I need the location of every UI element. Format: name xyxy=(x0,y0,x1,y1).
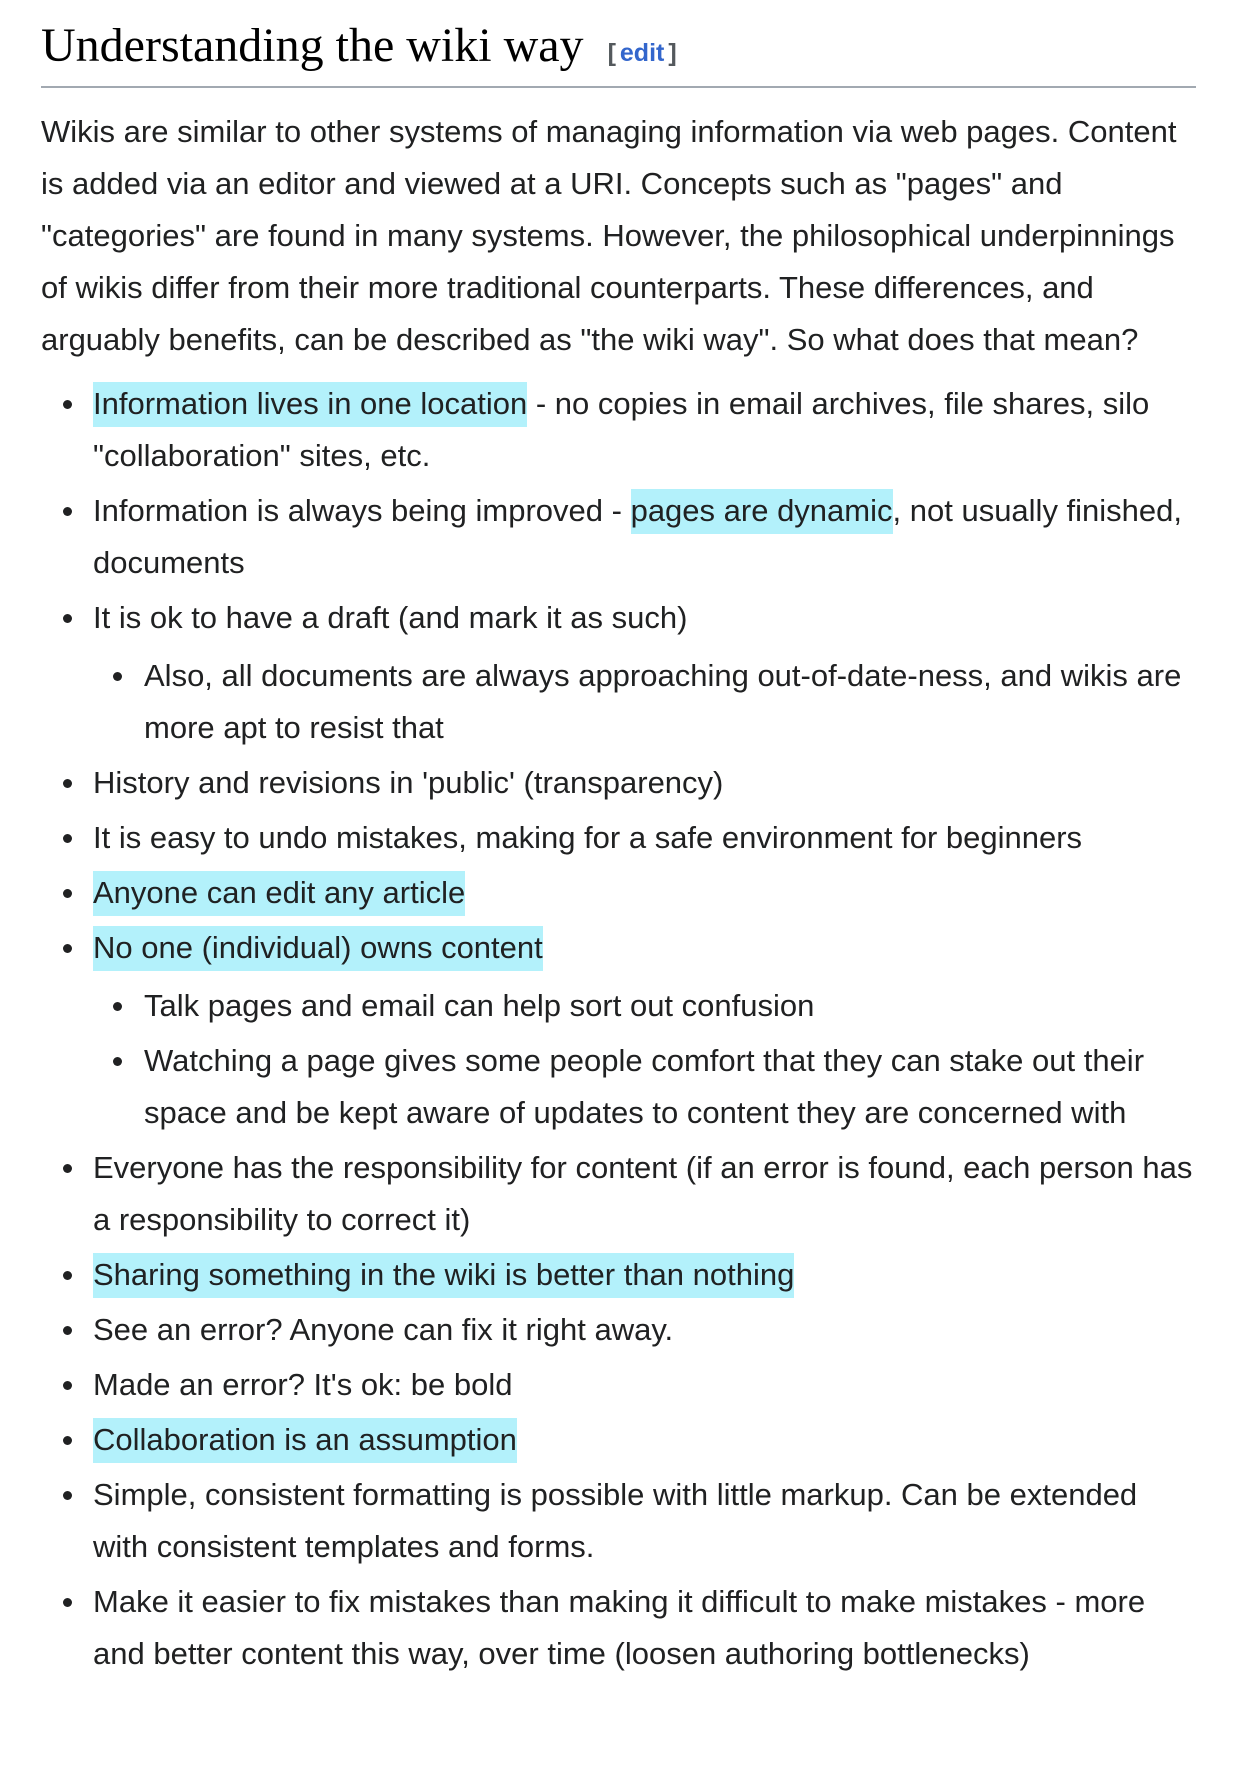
list-item-text: Information is always being improved - xyxy=(93,493,631,528)
list-item xyxy=(41,1469,1196,1573)
sub-list-item xyxy=(93,1035,1196,1139)
edit-section-link[interactable]: edit xyxy=(619,39,665,67)
list-item xyxy=(41,1576,1196,1680)
bullet-icon xyxy=(63,1164,72,1173)
highlighted-text: Anyone can edit any article xyxy=(93,871,465,916)
edit-bracket-open: [ xyxy=(607,39,616,67)
bullet-icon xyxy=(63,1491,72,1500)
list-item-text: It is easy to undo mistakes, making for a safe environment for beginners xyxy=(93,820,1083,855)
wiki-way-list xyxy=(41,378,1196,1680)
list-item-text: Make it easier to fix mistakes than making it difficult to make mistakes - more and better content this way, over time (loosen authoring bottlenecks) xyxy=(93,1584,1146,1671)
list-item-text: , not usually finished, documents xyxy=(93,493,1183,580)
bullet-icon xyxy=(63,1271,72,1280)
list-item-text: It is ok to have a draft (and mark it as such) xyxy=(93,600,688,635)
list-item xyxy=(41,867,1196,919)
highlighted-text: Collaboration is an assumption xyxy=(93,1418,517,1463)
bullet-icon xyxy=(63,1436,72,1445)
sub-list-item-text: Talk pages and email can help sort out confusion xyxy=(144,988,815,1023)
bullet-icon xyxy=(63,1598,72,1607)
section-heading xyxy=(41,0,1196,88)
list-item xyxy=(41,1414,1196,1466)
list-item xyxy=(41,378,1196,482)
bullet-icon xyxy=(113,1057,122,1066)
highlighted-text: pages are dynamic xyxy=(631,489,893,534)
list-item xyxy=(41,812,1196,864)
list-item-text: Everyone has the responsibility for content (if an error is found, each person has a responsibility to correct it) xyxy=(93,1150,1193,1237)
list-item xyxy=(41,922,1196,1139)
sub-list-item-text: Also, all documents are always approaching out-of-date-ness, and wikis are more apt to resist that xyxy=(144,658,1182,745)
article-section xyxy=(41,0,1196,1683)
sub-list xyxy=(93,650,1196,754)
highlighted-text: Information lives in one location xyxy=(93,382,527,427)
list-item-text: Made an error? It's ok: be bold xyxy=(93,1367,513,1402)
bullet-icon xyxy=(63,889,72,898)
list-item-text: - no copies in email archives, file shares, silo "collaboration" sites, etc. xyxy=(93,386,1150,473)
bullet-icon xyxy=(63,834,72,843)
highlighted-text: Sharing something in the wiki is better than nothing xyxy=(93,1253,794,1298)
bullet-icon xyxy=(113,672,122,681)
list-item xyxy=(41,1304,1196,1356)
section-title: Understanding the wiki way xyxy=(41,19,584,72)
highlighted-text: No one (individual) owns content xyxy=(93,926,543,971)
list-item xyxy=(41,757,1196,809)
bullet-icon xyxy=(63,400,72,409)
bullet-icon xyxy=(113,1002,122,1011)
bullet-icon xyxy=(63,507,72,516)
bullet-icon xyxy=(63,944,72,953)
list-item xyxy=(41,1359,1196,1411)
edit-bracket-close: ] xyxy=(668,39,677,67)
sub-list xyxy=(93,980,1196,1139)
list-item xyxy=(41,592,1196,754)
bullet-icon xyxy=(63,1381,72,1390)
list-item-text: See an error? Anyone can fix it right away. xyxy=(93,1312,674,1347)
intro-paragraph: Wikis are similar to other systems of managing information via web pages. Content is added via an editor and viewed at a URI. Concepts such as "pages" and "categories" are found in many systems. However, the philosophical underpinnings of wikis differ from their more traditional counterparts. These differences, and arguably benefits, can be described as "the wiki way". So what does that mean? xyxy=(41,114,1177,357)
sub-list-item xyxy=(93,650,1196,754)
list-item xyxy=(41,485,1196,589)
list-item xyxy=(41,1142,1196,1246)
bullet-icon xyxy=(63,779,72,788)
edit-section-link-wrapper xyxy=(608,39,677,68)
bullet-icon xyxy=(63,1326,72,1335)
list-item-text: History and revisions in 'public' (transparency) xyxy=(93,765,724,800)
list-item xyxy=(41,1249,1196,1301)
sub-list-item-text: Watching a page gives some people comfort that they can stake out their space and be kept aware of updates to content they are concerned with xyxy=(144,1043,1145,1130)
bullet-icon xyxy=(63,614,72,623)
sub-list-item xyxy=(93,980,1196,1032)
list-item-text: Simple, consistent formatting is possible with little markup. Can be extended with consistent templates and forms. xyxy=(93,1477,1138,1564)
